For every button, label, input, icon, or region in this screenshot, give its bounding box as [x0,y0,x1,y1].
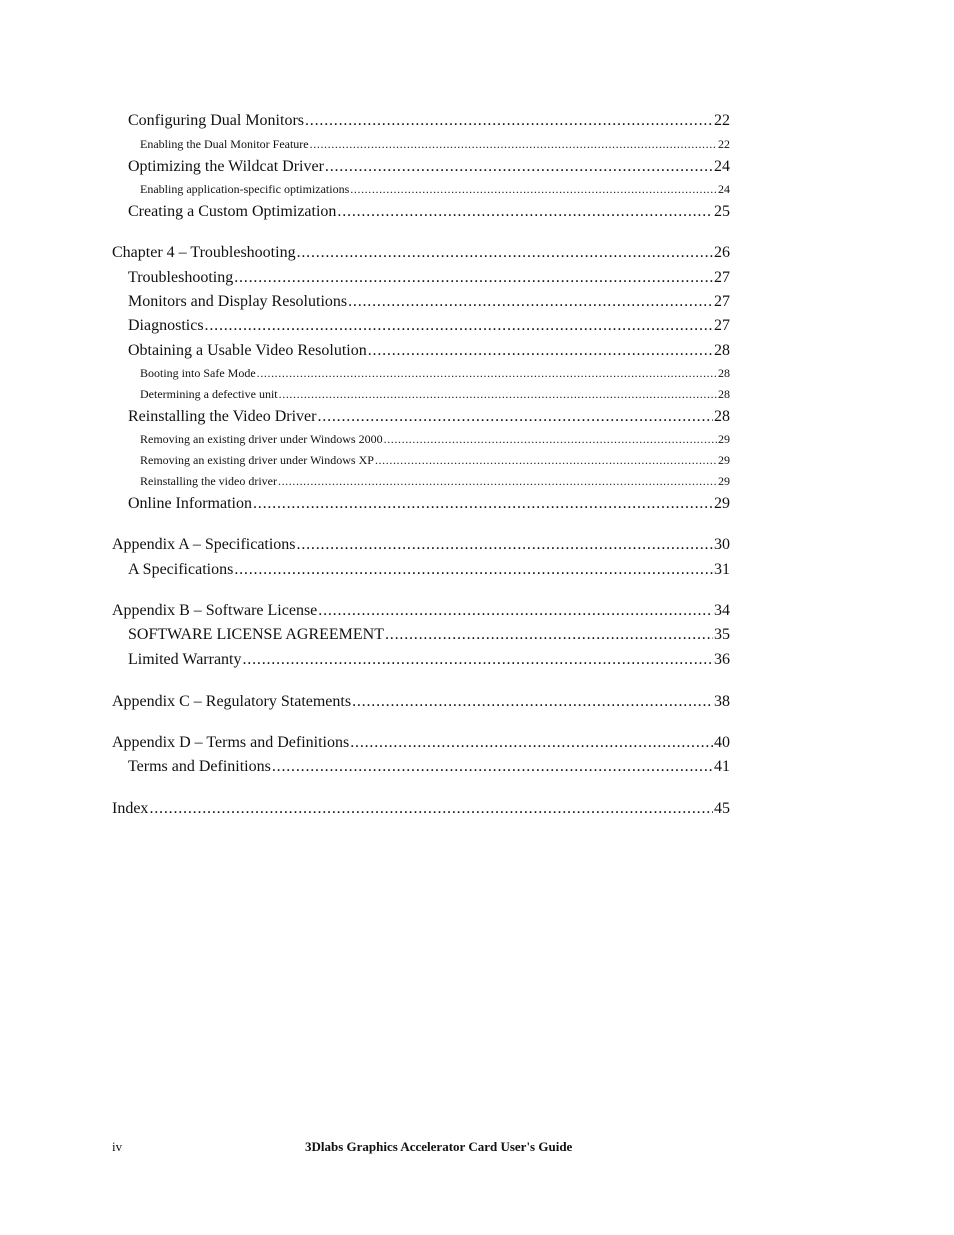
toc-entry-page: 27 [714,269,730,286]
toc-entry-page: 45 [714,800,730,817]
toc-entry-page: 34 [714,602,730,619]
dot-leader [375,453,717,468]
toc-entry[interactable] [140,453,730,468]
toc-entry-page: 29 [718,474,730,488]
toc-entry[interactable] [112,602,730,620]
toc-entry[interactable] [128,158,730,176]
toc-entry-page: 24 [718,182,730,196]
toc-entry[interactable] [128,408,730,426]
toc-entry-page: 30 [714,536,730,553]
toc-entry-title: Monitors and Display Resolutions [128,293,348,310]
toc-entry-title: Index [112,800,149,817]
toc-entry-title: Removing an existing driver under Windows 2000 [140,432,383,446]
dot-leader [352,693,713,711]
toc-entry-page: 41 [714,758,730,775]
toc-entry-title: Creating a Custom Optimization [128,203,337,220]
toc-entry[interactable] [140,182,730,197]
dot-leader [253,495,713,513]
toc-entry-title: Configuring Dual Monitors [128,112,304,129]
toc-entry-page: 38 [714,693,730,710]
toc-entry-page: 29 [714,495,730,512]
dot-leader [385,626,713,644]
toc-entry-page: 22 [718,137,730,151]
toc-entry[interactable] [128,651,730,669]
dot-leader [350,182,717,197]
toc-entry-page: 27 [714,293,730,310]
dot-leader [368,342,713,360]
toc-entry-title: A Specifications [128,561,234,578]
toc-entry[interactable] [128,112,730,130]
dot-leader [297,536,713,554]
dot-leader [234,269,713,287]
toc-entry-title: Troubleshooting [128,269,234,286]
toc-entry-page: 22 [714,112,730,129]
toc-entry-page: 28 [718,366,730,380]
toc-entry[interactable] [128,203,730,221]
dot-leader [348,293,713,311]
toc-entry-title: Optimizing the Wildcat Driver [128,158,324,175]
toc-entry-title: Reinstalling the video driver [140,474,277,488]
toc-entry-page: 29 [718,453,730,467]
dot-leader [278,474,717,489]
toc-entry-title: Diagnostics [128,317,204,334]
dot-leader [205,317,713,335]
dot-leader [243,651,714,669]
toc-entry[interactable] [128,495,730,513]
dot-leader [234,561,713,579]
toc-entry-title: Online Information [128,495,252,512]
toc-entry-page: 26 [714,244,730,261]
dot-leader [310,137,717,152]
toc-entry-title: Reinstalling the Video Driver [128,408,317,425]
toc-entry[interactable] [140,387,730,402]
toc-entry-title: Enabling the Dual Monitor Feature [140,137,309,151]
toc-entry[interactable] [140,432,730,447]
dot-leader [384,432,717,447]
toc-entry-title: Appendix C – Regulatory Statements [112,693,352,710]
toc-entry-page: 31 [714,561,730,578]
toc-entry-page: 29 [718,432,730,446]
toc-entry-title: Obtaining a Usable Video Resolution [128,342,367,359]
footer-page-number: iv [112,1139,123,1154]
footer-document-title: 3Dlabs Graphics Accelerator Card User's Guide [305,1139,573,1154]
toc-entry-title: Chapter 4 – Troubleshooting [112,244,296,261]
toc-entry-page: 25 [714,203,730,220]
dot-leader [257,366,717,381]
toc-entry[interactable] [112,800,730,818]
toc-entry-page: 28 [714,342,730,359]
toc-entry-page: 40 [714,734,730,751]
toc-entry-title: Appendix B – Software License [112,602,318,619]
dot-leader [272,758,713,776]
toc-entry[interactable] [112,693,730,711]
dot-leader [297,244,713,262]
dot-leader [149,800,713,818]
toc-entry[interactable] [112,536,730,554]
dot-leader [337,203,713,221]
dot-leader [317,408,713,426]
toc-entry-title: Booting into Safe Mode [140,366,256,380]
toc-entry[interactable] [128,317,730,335]
toc-entry[interactable] [128,269,730,287]
toc-entry-title: SOFTWARE LICENSE AGREEMENT [128,626,384,643]
toc-entry[interactable] [128,561,730,579]
toc-entry-title: Limited Warranty [128,651,242,668]
toc-entry-title: Terms and Definitions [128,758,271,775]
dot-leader [318,602,713,620]
toc-entry[interactable] [128,758,730,776]
dot-leader [305,112,713,130]
dot-leader [350,734,713,752]
toc-entry[interactable] [140,366,730,381]
toc-entry-page: 35 [714,626,730,643]
toc-entry-page: 24 [714,158,730,175]
toc-entry-title: Enabling application-specific optimizations [140,182,350,196]
toc-entry-page: 28 [714,408,730,425]
toc-entry-page: 28 [718,387,730,401]
toc-entry-title: Appendix D – Terms and Definitions [112,734,350,751]
toc-entry[interactable] [112,244,730,262]
toc-entry[interactable] [128,293,730,311]
toc-entry[interactable] [128,342,730,360]
dot-leader [325,158,713,176]
dot-leader [279,387,717,402]
toc-entry-page: 27 [714,317,730,334]
toc-entry[interactable] [140,137,730,152]
toc-entry-title: Determining a defective unit [140,387,278,401]
toc-entry-title: Appendix A – Specifications [112,536,296,553]
toc-entry-page: 36 [714,651,730,668]
toc-entry-title: Removing an existing driver under Windows XP [140,453,374,467]
toc-entry[interactable] [128,626,730,644]
toc-entry[interactable] [140,474,730,489]
toc-entry[interactable] [112,734,730,752]
